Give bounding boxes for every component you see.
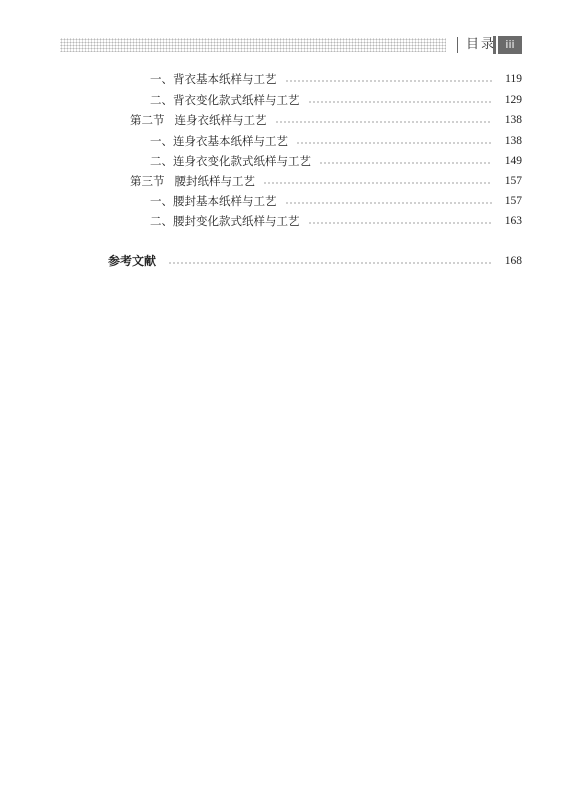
references-title: 参考文献: [108, 254, 157, 268]
toc-entry-title: 二、腰封变化款式纸样与工艺: [150, 214, 300, 228]
toc-entry-page: 119: [505, 73, 522, 85]
section-number: 第三节: [130, 174, 165, 188]
toc-entry-title: 二、连身衣变化款式纸样与工艺: [150, 154, 311, 168]
header-page-number: iii: [496, 36, 522, 54]
toc-entry[interactable]: [150, 70, 522, 88]
section-name: 腰封纸样与工艺: [174, 174, 255, 188]
toc-dot-leader: [308, 101, 493, 103]
toc-dot-leader: [263, 182, 492, 184]
toc-dot-leader: [275, 121, 493, 123]
toc-dot-leader: [285, 80, 493, 82]
toc-entry-page: 157: [504, 175, 522, 187]
toc-dot-leader: [168, 262, 492, 264]
toc-section-entry[interactable]: [130, 172, 522, 190]
header-dot-pattern: [60, 38, 446, 52]
toc-entry-page: 149: [504, 155, 522, 167]
toc-dot-leader: [308, 222, 493, 224]
toc-section-entry[interactable]: [130, 111, 522, 129]
toc-entry-page: 129: [504, 94, 522, 106]
toc-entry[interactable]: [150, 192, 522, 210]
toc-entry-title: 二、背衣变化款式纸样与工艺: [150, 93, 300, 107]
toc-dot-leader: [296, 142, 492, 144]
toc-dot-leader: [285, 202, 493, 204]
toc-entry-title: 一、背衣基本纸样与工艺: [150, 72, 277, 86]
toc-entry[interactable]: [150, 212, 522, 230]
toc-entry-page: 157: [504, 195, 522, 207]
references-page: 168: [504, 255, 522, 267]
header-title: 目录: [457, 37, 496, 53]
toc-dot-leader: [319, 162, 492, 164]
toc-entry[interactable]: [150, 152, 522, 170]
toc-entry[interactable]: [150, 91, 522, 109]
section-number: 第二节: [130, 113, 165, 127]
section-name: 连身衣纸样与工艺: [174, 113, 267, 127]
toc-entry-page: 138: [504, 114, 522, 126]
toc-entry-page: 163: [504, 215, 522, 227]
toc-references-entry[interactable]: [108, 252, 522, 270]
toc-section-title: [130, 172, 263, 190]
toc-entry[interactable]: [150, 132, 522, 150]
toc-section-title: [130, 111, 275, 129]
running-header: [60, 36, 522, 54]
toc-entry-title: 一、腰封基本纸样与工艺: [150, 194, 277, 208]
toc-entry-title: 一、连身衣基本纸样与工艺: [150, 134, 288, 148]
toc-entry-page: 138: [504, 135, 522, 147]
